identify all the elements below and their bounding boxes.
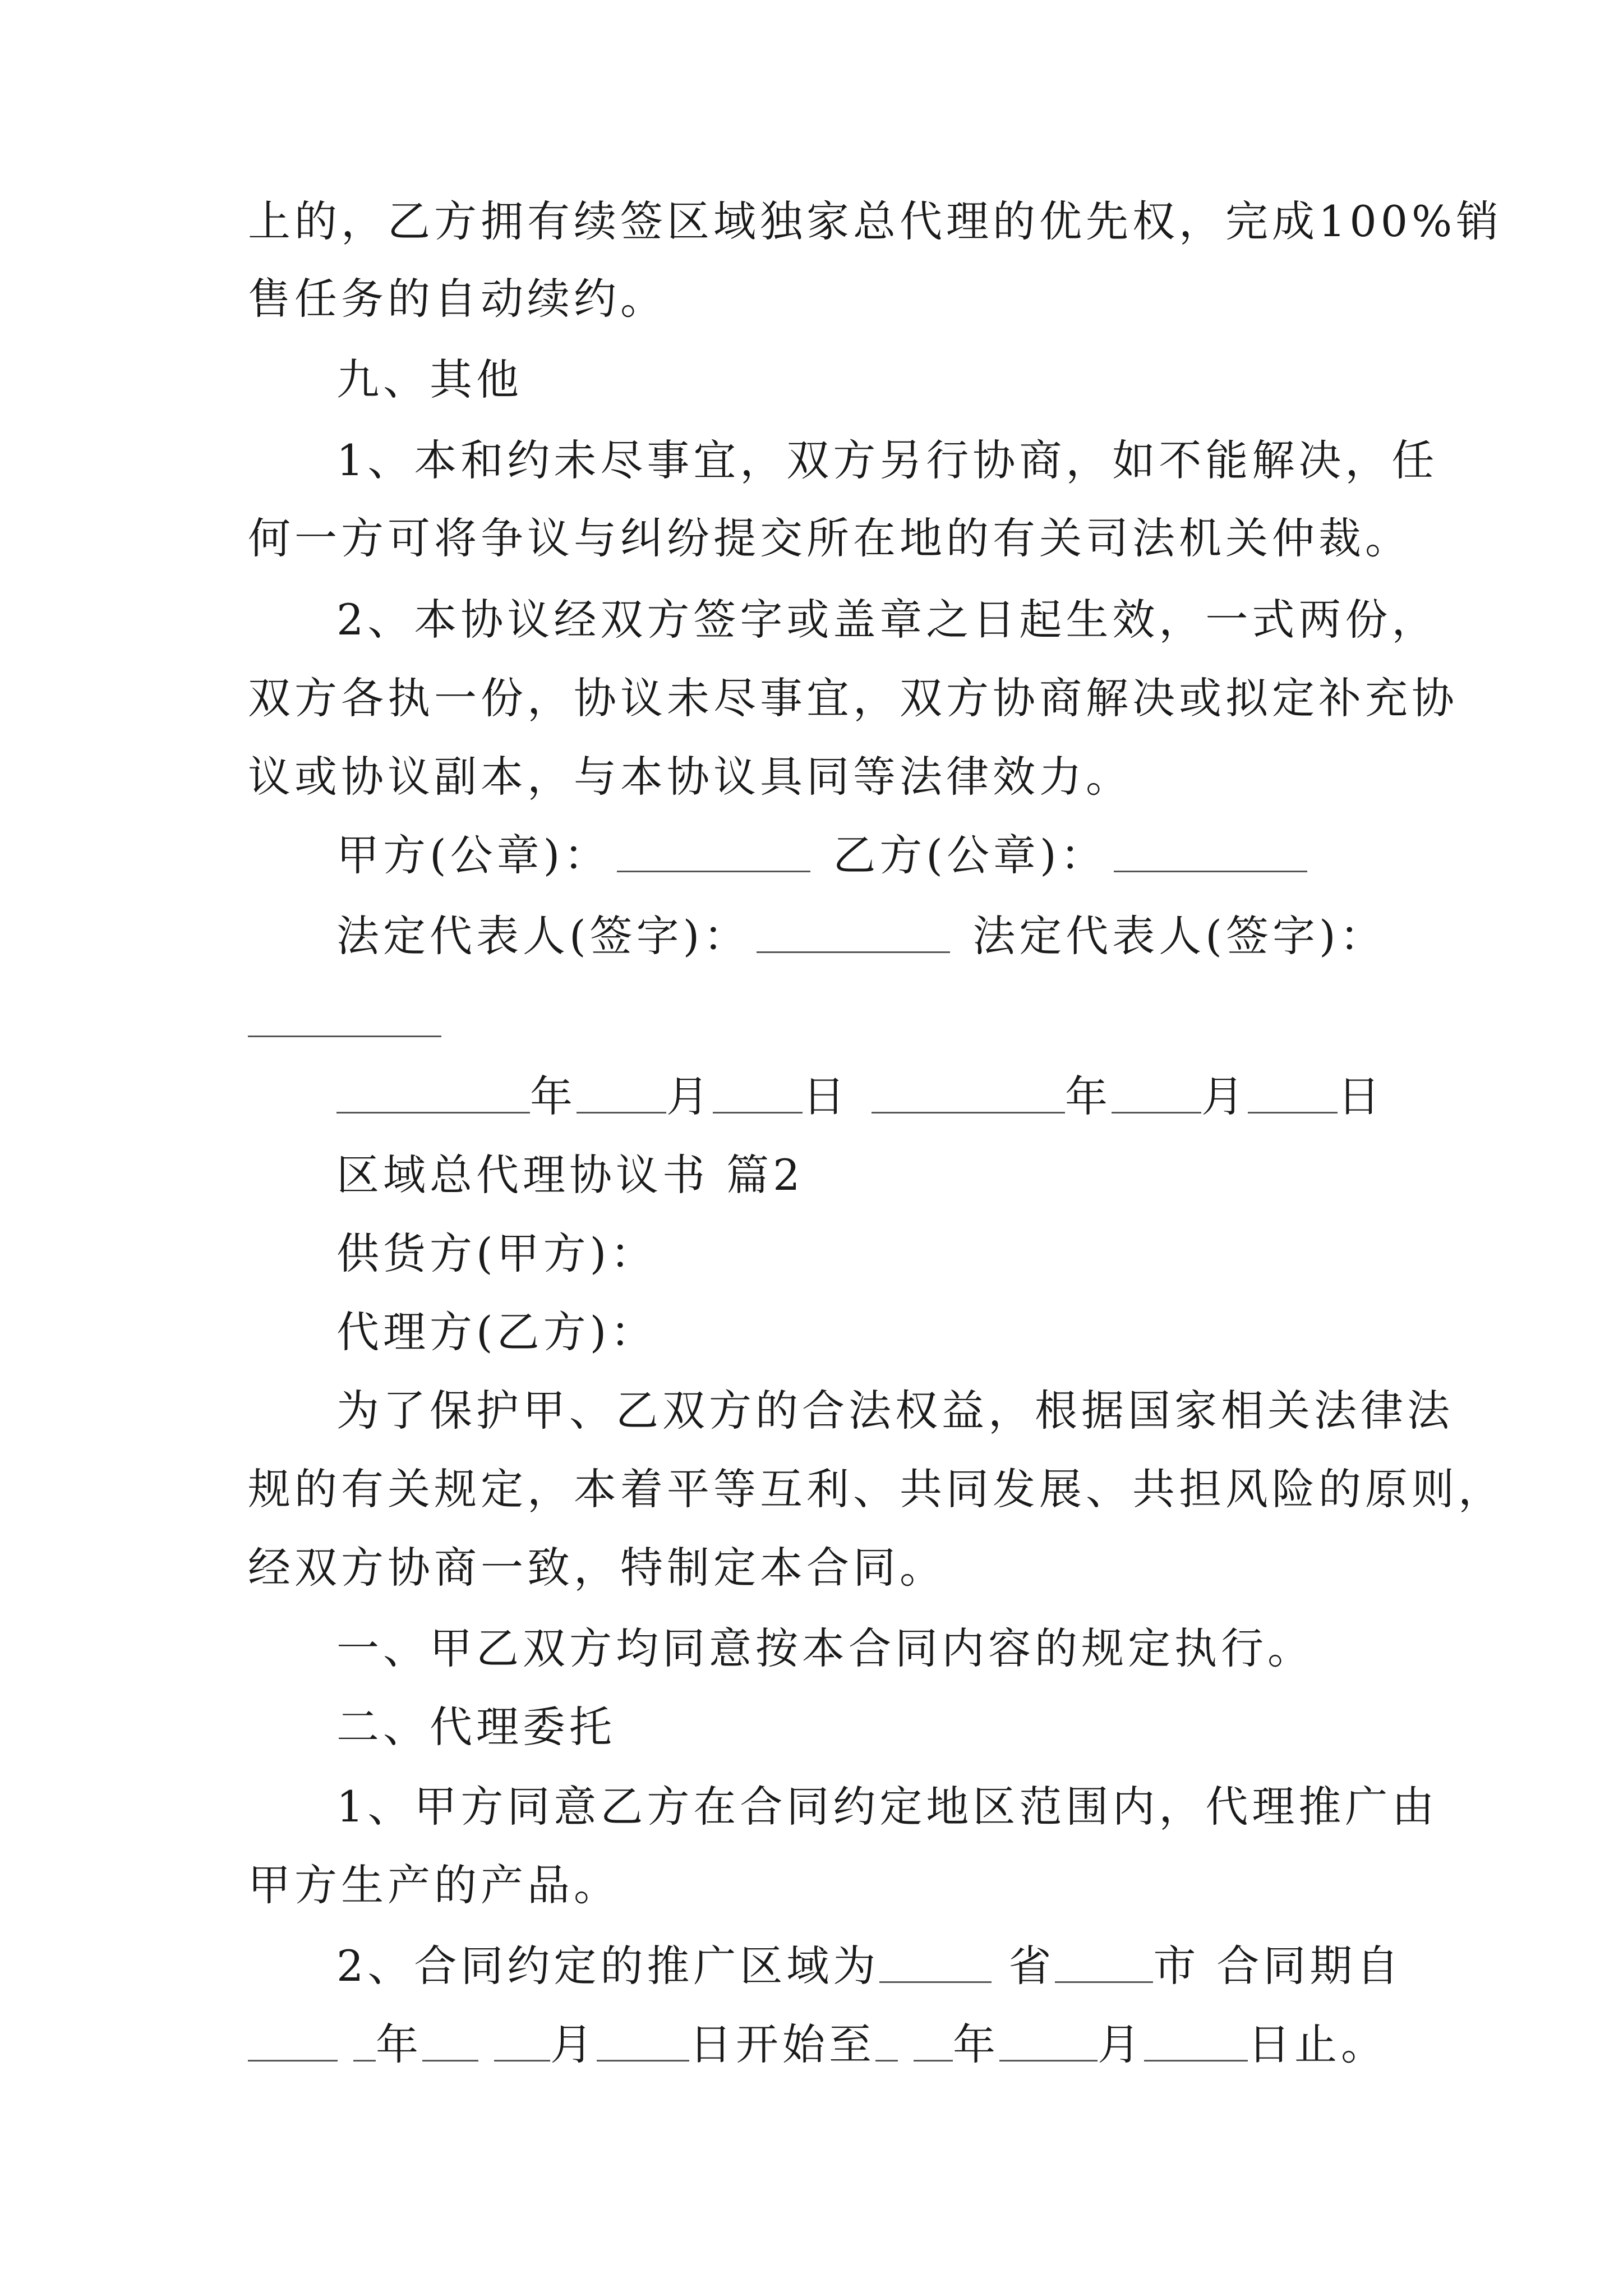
party-a-seal-label: 甲方(公章)： [336, 830, 611, 880]
clause-line: 何一方可将争议与纠纷提交所在地的有关司法机关仲裁。 [248, 513, 1412, 563]
section-heading: 九、其他 [336, 355, 523, 404]
date-a-day: 日 [803, 1071, 849, 1121]
clause-line: 1、甲方同意乙方在合同约定地区范围内，代理推广由 [336, 1782, 1438, 1832]
end-month-label: 月 [1098, 2019, 1144, 2069]
party-b-seal-label: 乙方(公章)： [833, 830, 1107, 880]
province-label: 省 [1008, 1941, 1055, 1991]
start-year-blank-1 [248, 2060, 338, 2062]
end-suffix: 日止。 [1248, 2019, 1387, 2069]
start-month-blank-2 [494, 2060, 550, 2062]
start-month-label: 月 [550, 2019, 597, 2069]
start-day-blank [597, 2060, 689, 2062]
date-a-month: 月 [666, 1071, 713, 1121]
start-month-blank-1 [422, 2060, 478, 2062]
start-year-label: 年 [376, 2019, 422, 2069]
party-b-seal-blank [1114, 871, 1307, 872]
date-b-day-blank [1248, 1112, 1338, 1114]
city-label: 市 [1153, 1941, 1200, 1991]
preamble-line: 经双方协商一致，特制定本合同。 [248, 1543, 946, 1593]
preamble-line: 为了保护甲、乙双方的合法权益，根据国家相关法律法 [336, 1386, 1454, 1435]
agent-label: 代理方(乙方)： [336, 1307, 657, 1357]
clause-line: 甲方生产的产品。 [248, 1860, 620, 1910]
supplier-label: 供货方(甲方)： [336, 1228, 657, 1278]
period-line [248, 2014, 1387, 2076]
document-title: 区域总代理协议书 篇2 [336, 1150, 804, 1200]
rep-b-label: 法定代表人(签字)： [972, 911, 1386, 961]
date-a-day-blank [713, 1112, 803, 1114]
clause-line: 1、本和约未尽事宜，双方另行协商，如不能解决，任 [336, 435, 1438, 485]
rep-b-blank [248, 1036, 441, 1037]
start-year-blank-2 [353, 2060, 376, 2062]
clause-line: 议或协议副本，与本协议具同等法律效力。 [248, 752, 1132, 802]
rep-a-blank [757, 951, 950, 953]
paragraph-line: 售任务的自动续约。 [248, 274, 667, 324]
date-line [336, 1066, 1384, 1128]
date-a-month-blank [577, 1112, 666, 1114]
end-month-blank [999, 2060, 1098, 2062]
section-heading: 二、代理委托 [336, 1702, 616, 1752]
clause-line: 2、本协议经双方签字或盖章之日起生效，一式两份， [336, 595, 1438, 645]
rep-a-label: 法定代表人(签字)： [336, 911, 750, 961]
section-heading: 一、甲乙双方均同意按本合同内容的规定执行。 [336, 1623, 1314, 1673]
rep-b-blank-line [248, 990, 441, 1051]
party-seal-line [336, 825, 1307, 886]
date-b-year-blank [872, 1112, 1065, 1114]
date-b-year: 年 [1065, 1071, 1112, 1121]
region-clause-text: 2、合同约定的推广区域为 [336, 1941, 880, 1991]
paragraph-line: 上的，乙方拥有续签区域独家总代理的优先权，完成100%销 [248, 196, 1503, 246]
clause-line: 双方各执一份，协议未尽事宜，双方协商解决或拟定补充协 [248, 673, 1458, 723]
end-day-blank [1144, 2060, 1248, 2062]
region-clause-line [336, 1935, 1403, 1997]
start-suffix: 日开始至 [689, 2019, 875, 2069]
city-blank [1055, 1981, 1153, 1983]
end-year-blank-1 [875, 2060, 898, 2062]
preamble-line: 规的有关规定，本着平等互利、共同发展、共担风险的原则， [248, 1464, 1505, 1514]
representative-line [336, 905, 1386, 967]
date-b-month: 月 [1201, 1071, 1248, 1121]
end-year-blank-2 [914, 2060, 953, 2062]
date-b-day: 日 [1338, 1071, 1384, 1121]
date-b-month-blank [1112, 1112, 1201, 1114]
party-a-seal-blank [617, 871, 810, 872]
date-a-year-blank [336, 1112, 530, 1114]
province-blank [879, 1981, 992, 1983]
period-start-label: 合同期自 [1216, 1941, 1403, 1991]
end-year-label: 年 [953, 2019, 999, 2069]
date-a-year: 年 [530, 1071, 577, 1121]
